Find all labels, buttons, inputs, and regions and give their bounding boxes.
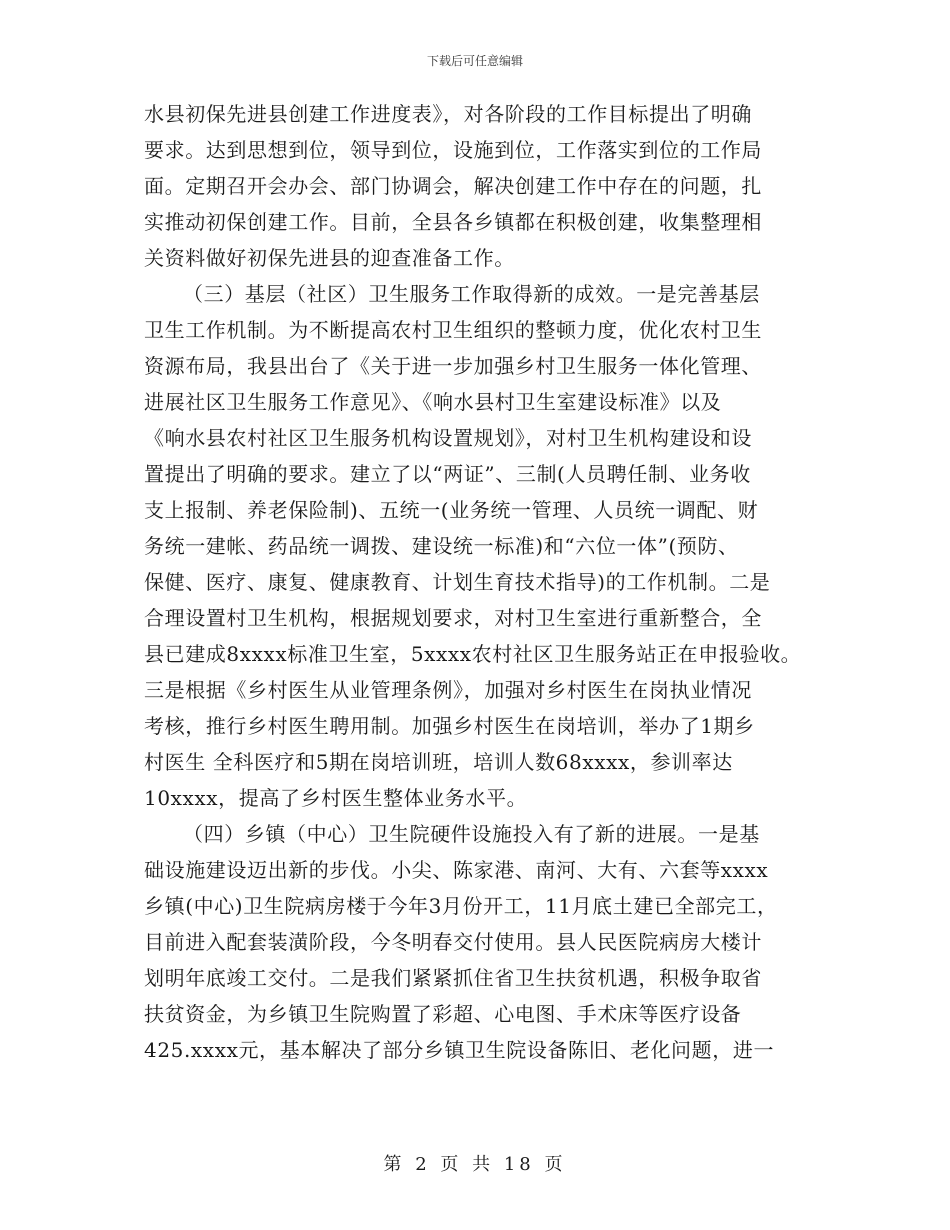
text-line: 卫生工作机制。为不断提高农村卫生组织的整顿力度，优化农村卫生 <box>144 318 762 342</box>
text-line: 水县初保先进县创建工作进度表》，对各阶段的工作目标提出了明确 <box>144 102 752 126</box>
text-line: 划明年底竣工交付。二是我们紧紧抓住省卫生扶贫机遇，积极争取省 <box>144 966 762 990</box>
text-line: 10xxxx，提高了乡村医生整体业务水平。 <box>144 786 528 810</box>
text-line: 三是根据《乡村医生从业管理条例》，加强对乡村医生在岗执业情况 <box>144 678 752 702</box>
text-line: 村医生 全科医疗和5期在岗培训班，培训人数68xxxx，参训率达 <box>144 750 733 774</box>
text-line: 实推动初保创建工作。目前，全县各乡镇都在积极创建，收集整理相 <box>144 210 762 234</box>
text-line: 目前进入配套装潢阶段，今冬明春交付使用。县人民医院病房大楼计 <box>144 930 762 954</box>
text-line: 要求。达到思想到位，领导到位，设施到位，工作落实到位的工作局 <box>144 138 762 162</box>
text-line: 面。定期召开会办会、部门协调会，解决创建工作中存在的问题，扎 <box>144 174 762 198</box>
text-line: 保健、医疗、康复、健康教育、计划生育技术指导)的工作机制。二是 <box>144 570 771 594</box>
paragraph-start: （四）乡镇（中心）卫生院硬件设施投入有了新的进展。一是基 <box>183 822 760 846</box>
text-line: 425.xxxx元，基本解决了部分乡镇卫生院设备陈旧、老化问题，进一 <box>144 1038 775 1062</box>
text-line: 合理设置村卫生机构，根据规划要求，对村卫生室进行重新整合，全 <box>144 606 762 630</box>
text-line: 《响水县农村社区卫生服务机构设置规划》，对村卫生机构建设和设 <box>144 426 752 450</box>
text-line: 资源布局，我县出台了《关于进一步加强乡村卫生服务一体化管理、 <box>144 354 762 378</box>
page-header: 下载后可任意编辑 <box>426 54 523 68</box>
text-line: 乡镇(中心)卫生院病房楼于今年3月份开工，11月底土建已全部完工， <box>144 894 778 918</box>
body-text <box>144 96 819 1068</box>
text-line: 县已建成8xxxx标准卫生室，5xxxx农村社区卫生服务站正在申报验收。 <box>144 642 802 666</box>
text-line: 进展社区卫生服务工作意见》、《响水县村卫生室建设标准》以及 <box>144 390 722 414</box>
paragraph-start: （三）基层（社区）卫生服务工作取得新的成效。一是完善基层 <box>183 282 760 306</box>
text-line: 支上报制、养老保险制)、五统一(业务统一管理、人员统一调配、财 <box>144 498 759 522</box>
text-line: 关资料做好初保先进县的迎查准备工作。 <box>144 246 515 270</box>
text-line: 务统一建帐、药品统一调拨、建设统一标准)和“六位一体”(预防、 <box>144 534 739 558</box>
text-line: 置提出了明确的要求。建立了以“两证”、三制(人员聘任制、业务收 <box>144 462 751 486</box>
text-line: 扶贫资金，为乡镇卫生院购置了彩超、心电图、手术床等医疗设备 <box>144 1002 742 1026</box>
text-line: 础设施建设迈出新的步伐。小尖、陈家港、南河、大有、六套等xxxx <box>144 858 769 882</box>
page-number-footer: 第 2 页 共 18 页 <box>383 1154 567 1175</box>
text-line: 考核，推行乡村医生聘用制。加强乡村医生在岗培训，举办了1期乡 <box>144 714 755 738</box>
